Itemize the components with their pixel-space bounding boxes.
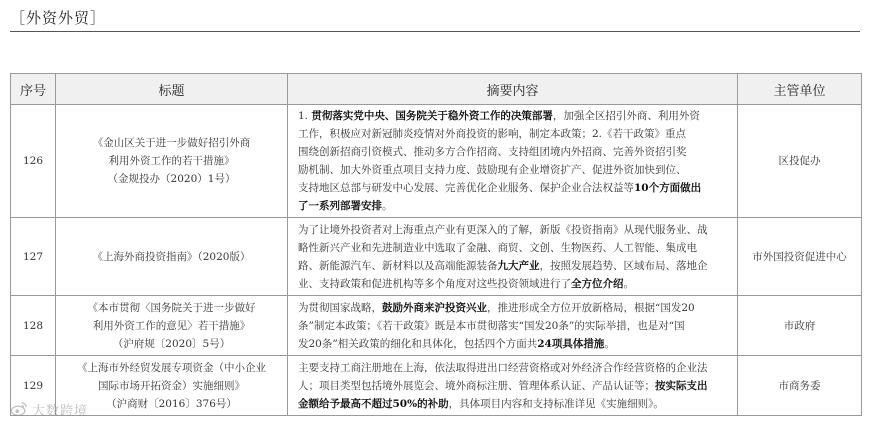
summary-text: 略性新兴产业和先进制造业中选取了金融、商贸、文创、生物医药、人工智能、集成电 (298, 241, 697, 254)
summary-text: ，推进形成全方位开放新格局，根据“国发20 (487, 301, 695, 314)
table-row (11, 296, 862, 356)
summary-text: 人；项目类型包括境外展览会、境外商标注册、管理体系认证、产品认证等； (298, 379, 655, 392)
summary-bold-text: 按实际支出 (655, 379, 708, 392)
summary-line (298, 239, 727, 257)
table-header-row (11, 74, 862, 105)
summary-line (298, 143, 727, 161)
summary-line (298, 317, 727, 335)
policy-title-line: 《上海市外经贸发展专项资金（中小企业 (77, 361, 266, 374)
summary-text: 条”制定本政策；《若干政策》既是本市贯彻落实“国发20条”的实际举措，也是对“国 (298, 319, 685, 332)
policy-title (56, 105, 288, 218)
weibo-logo-icon (10, 400, 28, 418)
section-header (10, 6, 860, 32)
row-number: 127 (11, 218, 56, 296)
summary-text: 。 (623, 277, 634, 290)
responsible-unit: 市政府 (738, 296, 862, 356)
summary-line (298, 257, 727, 275)
policy-summary (288, 296, 738, 356)
summary-bold-text: 鼓励外商来沪投资兴业 (382, 301, 487, 314)
policy-summary (288, 218, 738, 296)
watermark-text: 大数跨境 (32, 403, 89, 419)
section-title: ［外资外贸］ (10, 9, 107, 27)
responsible-unit: 市外国投资促进中心 (738, 218, 862, 296)
summary-line (298, 125, 727, 143)
policy-title-line: 《金山区关于进一步做好招引外商 (92, 137, 251, 149)
summary-line (298, 275, 727, 293)
policy-title-line: （金规投办（2020）1号） (107, 173, 236, 185)
header-title: 标题 (56, 74, 288, 105)
summary-bold-text: 10个方面做出 (634, 182, 702, 194)
policy-title (56, 296, 288, 356)
summary-text: 发20条”相关政策的细化和具体化，包括四个方面共 (298, 337, 538, 350)
policy-summary (288, 105, 738, 218)
summary-text: 业、支持政策和促进机构等多个角度对这些投资领域进行了 (298, 277, 571, 290)
table-row (11, 356, 862, 416)
header-no: 序号 (11, 74, 56, 105)
row-number: 129 (11, 356, 56, 416)
summary-line (298, 335, 727, 353)
summary-text: 。 (382, 200, 393, 212)
summary-line (298, 107, 727, 125)
summary-bold-text: 24项具体措施 (537, 337, 605, 350)
policy-title (56, 218, 288, 296)
summary-text: ，按照发展趋势、区域布局、落地企 (539, 259, 708, 272)
policy-title (56, 356, 288, 416)
header-summary: 摘要内容 (288, 74, 738, 105)
watermark (10, 399, 88, 419)
header-unit: 主管单位 (738, 74, 862, 105)
summary-line (298, 299, 727, 317)
summary-line (298, 161, 727, 179)
responsible-unit: 区投促办 (738, 105, 862, 218)
summary-text: 围绕创新招商引资模式、推动多方合作招商、支持组团境内外招商、完善外资招引奖 (298, 146, 687, 158)
summary-bold-text: 全方位介绍 (571, 277, 624, 290)
policy-summary (288, 356, 738, 416)
summary-text: 1. (298, 110, 312, 122)
row-number: 126 (11, 105, 56, 218)
summary-text: 为贯彻国家战略， (298, 301, 382, 314)
summary-text: 支持地区总部与研发中心发展、完善优化企业服务、保护企业合法权益等 (298, 182, 634, 194)
summary-text: 。 (604, 337, 615, 350)
summary-text: 为了让境外投资者对上海重点产业有更深入的了解，新版《投资指南》从现代服务业、战 (298, 223, 708, 236)
summary-line (298, 221, 727, 239)
summary-bold-text: 了一系列部署安排 (298, 200, 382, 212)
summary-bold-text: 贯彻落实党中央、国务院关于稳外资工作的决策部署 (311, 110, 553, 122)
summary-bold-text: 九大产业 (497, 259, 540, 272)
summary-line (298, 395, 727, 413)
summary-text: 路、新能源汽车、新材料以及高端能源装备 (298, 259, 498, 272)
policy-title-line: 国际市场开拓资金）实施细则》 (98, 379, 245, 392)
policy-title-line: （沪商财〔2016〕376号） (106, 397, 237, 410)
summary-bold-text: 金额给予最高不超过50%的补助 (298, 397, 449, 410)
summary-line (298, 377, 727, 395)
policy-title-line: 《上海外商投资指南》（2020版） (92, 250, 251, 263)
summary-line (298, 197, 727, 215)
summary-text: ，具体项目内容和支持标准详见《实施细则》。 (448, 397, 664, 410)
section-divider (10, 31, 860, 32)
summary-line (298, 179, 727, 197)
summary-line (298, 359, 727, 377)
table-row (11, 218, 862, 296)
responsible-unit: 市商务委 (738, 356, 862, 416)
table-row (11, 105, 862, 218)
policy-title-line: （沪府规〔2020〕5号） (112, 337, 231, 350)
policy-title-line: 《本市贯彻〈国务院关于进一步做好 (87, 301, 256, 314)
policy-title-line: 利用外资工作的若干措施》 (108, 155, 235, 167)
summary-text: ，加强全区招引外商、利用外资 (552, 110, 700, 122)
summary-text: 励机制、加大外资重点项目支持力度、鼓励现有企业增资扩产、促进外资加快到位、 (298, 164, 687, 176)
summary-text: 工作，积极应对新冠肺炎疫情对外商投资的影响，制定本政策；2.《若干政策》重点 (298, 128, 687, 140)
row-number: 128 (11, 296, 56, 356)
policy-title-line: 利用外资工作的意见〉若干措施》 (92, 319, 251, 332)
policy-table (10, 73, 862, 416)
policy-table-container (10, 73, 861, 416)
summary-text: 主要支持工商注册地在上海，依法取得进出口经营资格或对外经济合作经营资格的企业法 (298, 361, 708, 374)
